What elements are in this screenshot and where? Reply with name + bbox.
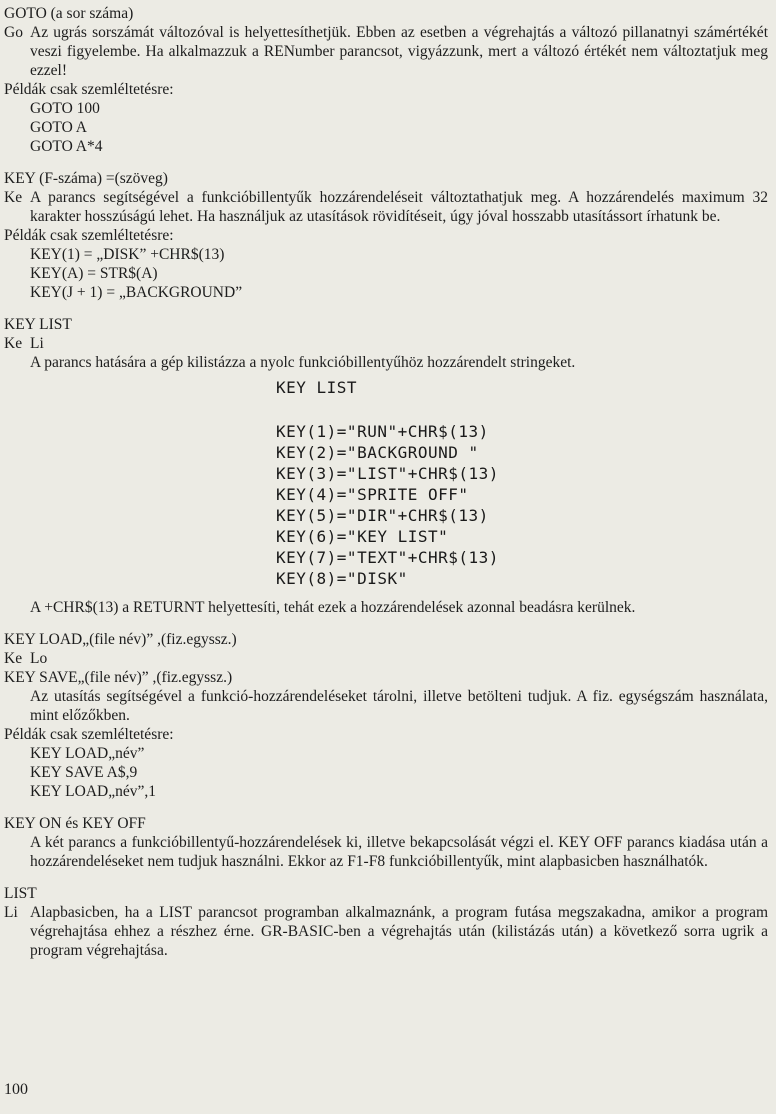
key-load-heading: KEY LOAD„(file név)” ,(fiz.egyssz.) xyxy=(4,631,237,648)
key-save-heading: KEY SAVE„(file név)” ,(fiz.egyssz.) xyxy=(4,669,233,686)
key-load-text: Az utasítás segítségével a funkció-hozzárendeléseket tárolni, illetve betölteni tudjuk. A fiz. egységszám használata, mint előzőkben. xyxy=(30,688,768,724)
goto-example: GOTO A xyxy=(30,119,87,136)
key-heading: KEY (F-száma) =(szöveg) xyxy=(4,170,168,187)
list-abbreviation: Li xyxy=(4,904,18,921)
goto-example: GOTO 100 xyxy=(30,100,100,117)
key-list-heading: KEY LIST xyxy=(4,316,72,333)
goto-examples-label: Példák csak szemléltetésre: xyxy=(4,81,174,98)
listing-line: KEY(3)="LIST"+CHR$(13) xyxy=(276,464,499,483)
key-description xyxy=(4,188,768,226)
key-on-off-heading: KEY ON és KEY OFF xyxy=(4,815,146,832)
key-load-abbreviation-row xyxy=(4,649,768,668)
key-example: KEY(A) = STR$(A) xyxy=(30,265,158,282)
goto-text: Az ugrás sorszámát változóval is helyettesíthetjük. Ebben az esetben a végrehajtás a változó pillanatnyi számértékét veszi figyelembe. Ha alkalmazzuk a RENumber parancsot, vigyázzunk, mert a változó értékét nem változtatjuk meg ezzel! xyxy=(30,24,768,79)
key-load-abbreviation-2: Lo xyxy=(30,650,48,667)
list-heading: LIST xyxy=(4,885,37,902)
listing-line: KEY(1)="RUN"+CHR$(13) xyxy=(276,422,489,441)
listing-line: KEY(5)="DIR"+CHR$(13) xyxy=(276,506,489,525)
key-list-text: A parancs hatására a gép kilistázza a nyolc funkcióbillentyűhöz hozzárendelt stringeket. xyxy=(30,354,576,371)
page-number: 100 xyxy=(4,1081,28,1098)
listing-line: KEY(7)="TEXT"+CHR$(13) xyxy=(276,548,499,567)
listing-line: KEY(4)="SPRITE OFF" xyxy=(276,485,469,504)
key-list-abbreviation-row xyxy=(4,334,768,353)
key-load-example: KEY LOAD„név”,1 xyxy=(30,783,156,800)
key-list-abbreviation: Ke xyxy=(4,335,23,352)
key-list-abbreviation-2: Li xyxy=(30,335,44,352)
list-description xyxy=(4,903,768,960)
listing-command: KEY LIST xyxy=(276,378,358,397)
goto-abbreviation: Go xyxy=(4,24,23,41)
listing-line: KEY(8)="DISK" xyxy=(276,569,408,588)
key-examples-label: Példák csak szemléltetésre: xyxy=(4,227,174,244)
key-example: KEY(1) = „DISK” +CHR$(13) xyxy=(30,246,225,263)
list-text: Alapbasicben, ha a LIST parancsot programban alkalmaznánk, a program futása megszakadna, amikor a program végrehajtása ehhez a részhez érne. GR-BASIC-ben a végrehajtás után (kilistázás után) a következő sorra ugrik a program végrehajtása. xyxy=(30,904,768,959)
goto-example: GOTO A*4 xyxy=(30,138,103,155)
manual-page xyxy=(4,4,768,960)
goto-heading: GOTO (a sor száma) xyxy=(4,5,134,22)
key-example: KEY(J + 1) = „BACKGROUND” xyxy=(30,284,243,301)
key-load-examples-label: Példák csak szemléltetésre: xyxy=(4,726,174,743)
listing-line: KEY(6)="KEY LIST" xyxy=(276,527,449,546)
key-abbreviation: Ke xyxy=(4,189,23,206)
key-list-listing xyxy=(276,377,768,589)
key-load-example: KEY SAVE A$,9 xyxy=(30,764,138,781)
key-on-off-text: A két parancs a funkcióbillentyű-hozzárendelések ki, illetve bekapcsolását végzi el. KEY OFF parancs kiadása után a hozzárendeléseket nem tudjuk használni. Ekkor az F1-F8 funkcióbillentyűk, mint alapbasicben használhatók. xyxy=(30,834,768,870)
key-load-abbreviation: Ke xyxy=(4,650,23,667)
key-list-note: A +CHR$(13) a RETURNT helyettesíti, tehát ezek a hozzárendelések azonnal beadásra kerülnek. xyxy=(30,599,636,616)
key-text: A parancs segítségével a funkcióbillentyűk hozzárendeléseit változtathatjuk meg. A hozzárendelés maximum 32 karakter hosszúságú lehet. Ha használjuk az utasítások rövidítéseit, úgy jóval hosszabb utasítássort írhatunk be. xyxy=(30,189,768,225)
goto-description xyxy=(4,23,768,80)
listing-line: KEY(2)="BACKGROUND " xyxy=(276,443,479,462)
key-load-example: KEY LOAD„név” xyxy=(30,745,145,762)
